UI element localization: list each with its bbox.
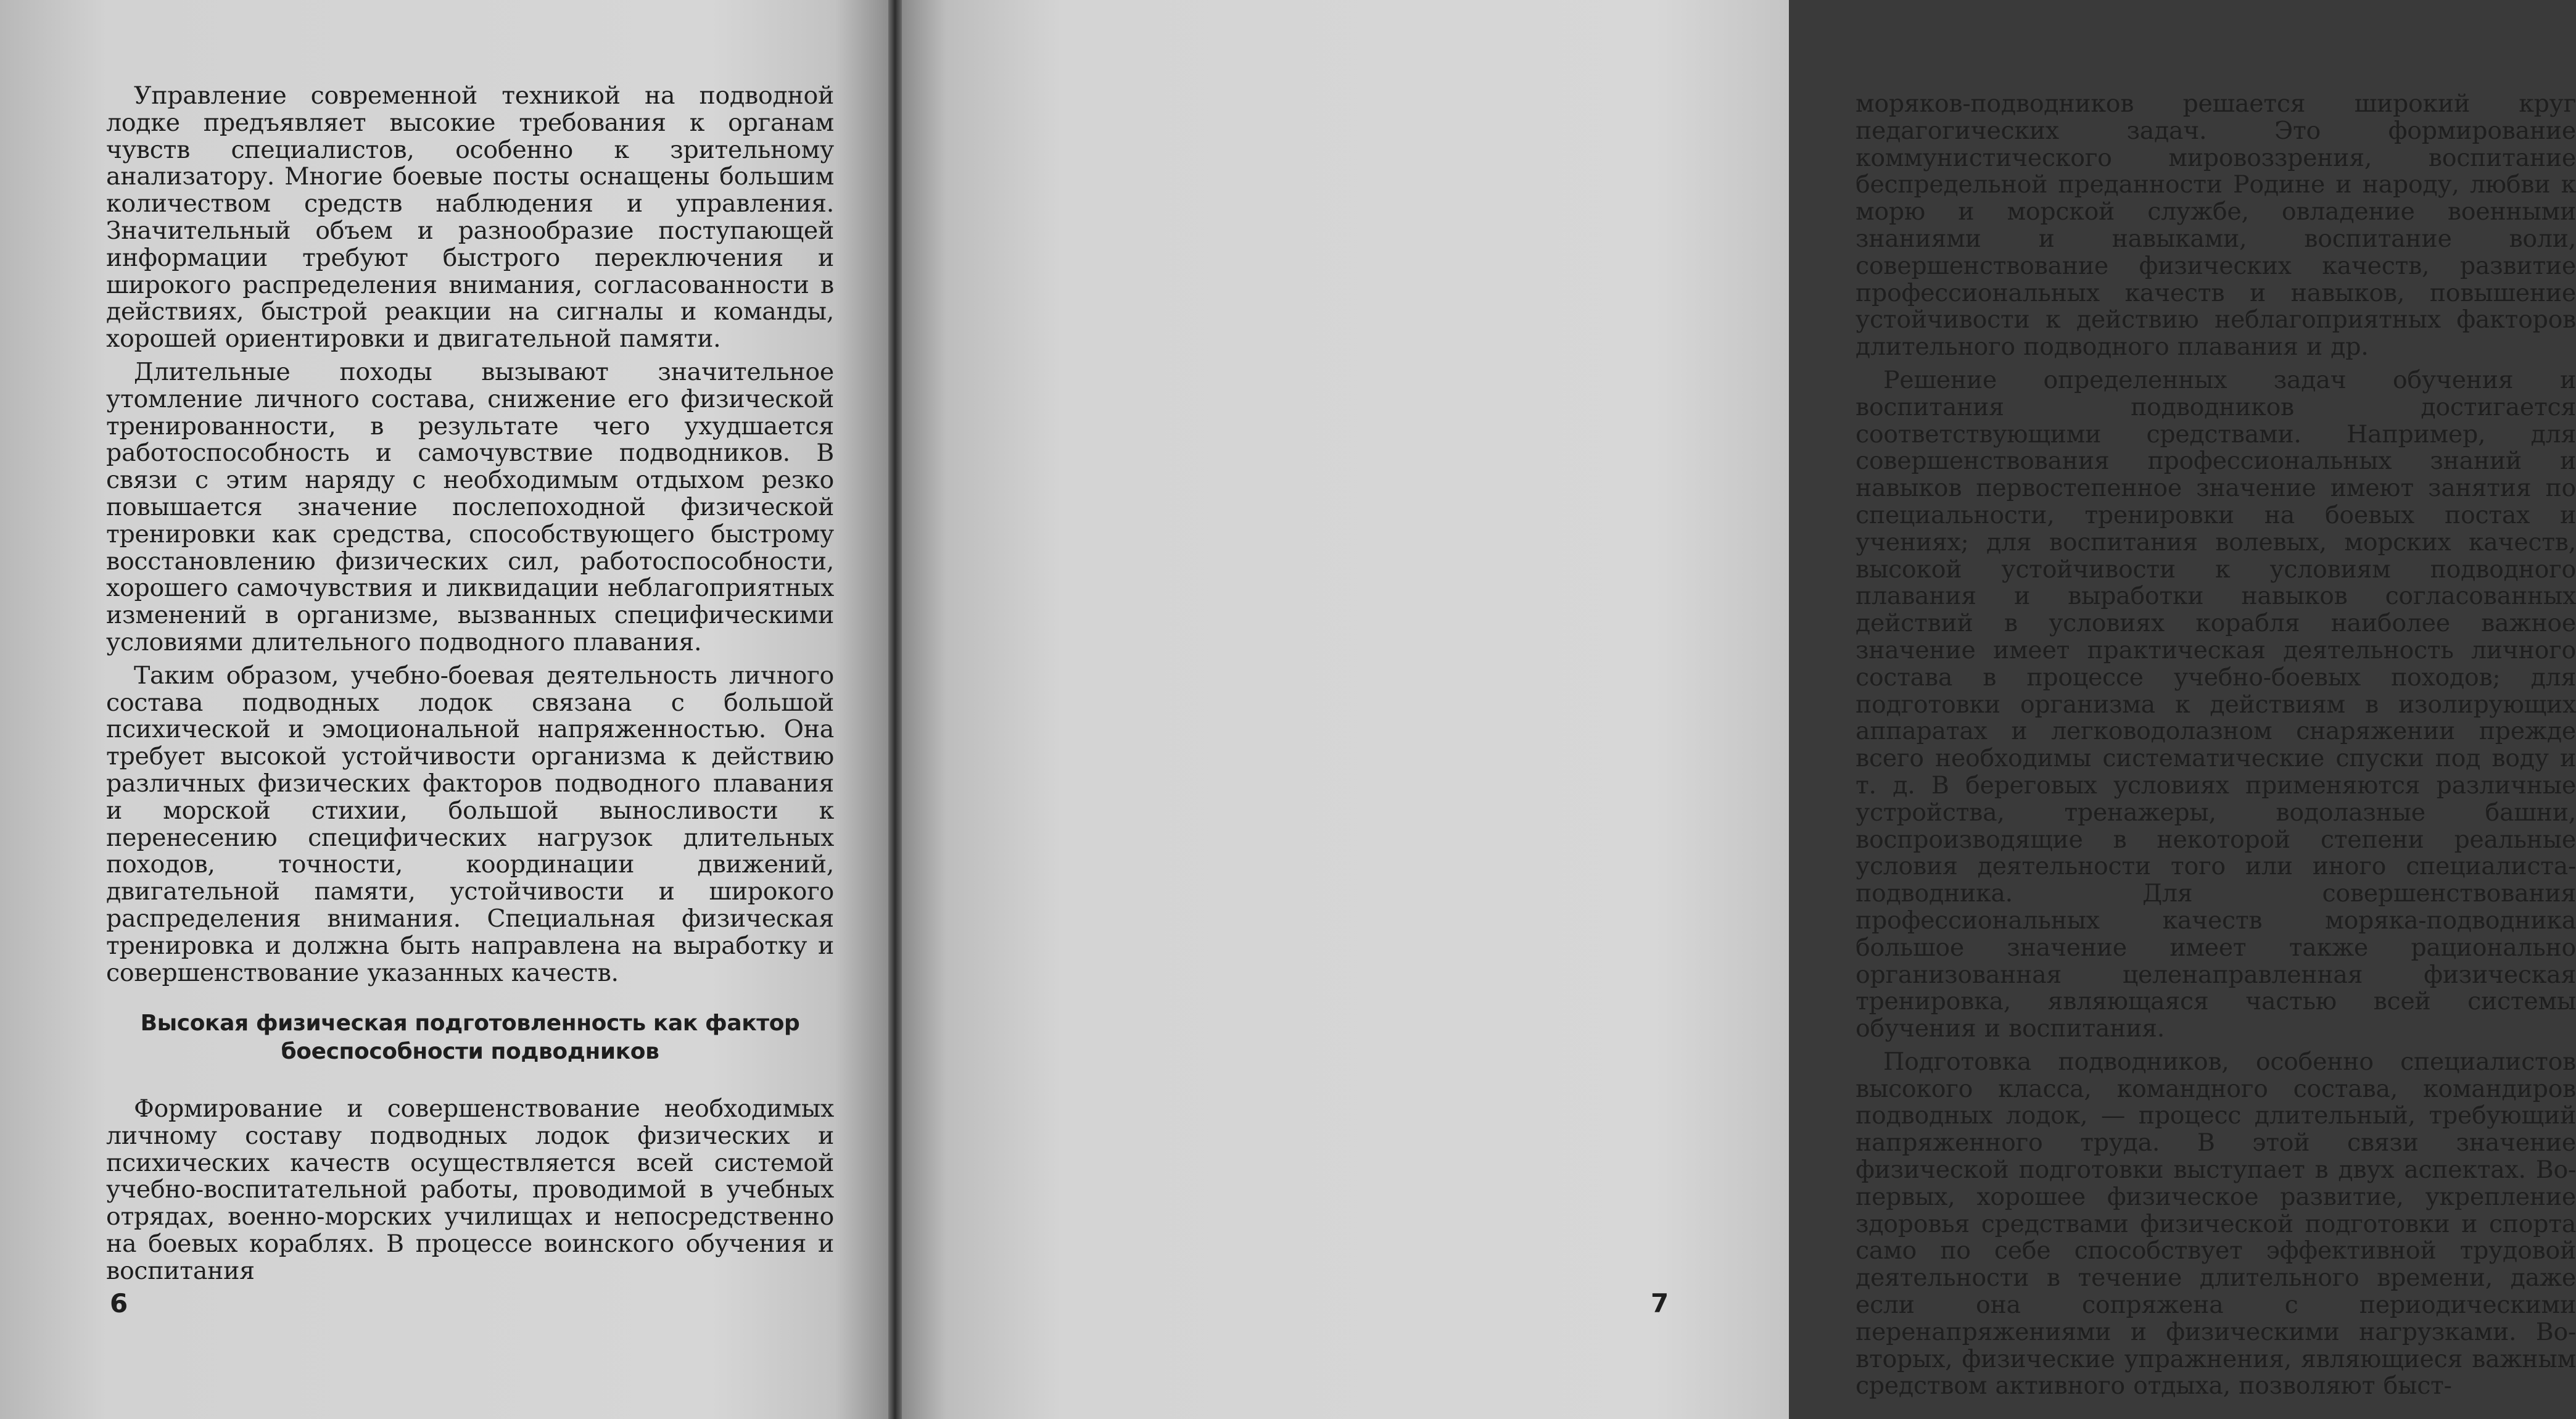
left-page-body (106, 83, 834, 987)
page-number-left: 6 (110, 1288, 128, 1318)
right-page-body (1856, 91, 2576, 1400)
page-number-right: 7 (1651, 1288, 1669, 1318)
paragraph: Решение определенных задач обучения и воспитания подводников достигается соответствующими средствами. Например, для совершенствования профессиональных знаний и навыков первостепенное значение имеют занятия по специальности, тренировки на боевых постах и учениях; для воспитания волевых, морских качеств, высокой устойчивости к условиям подводного плавания и выработки навыков согласованных действий в условиях корабля наиболее важное значение имеет практическая деятельность личного состава в процессе учебно-боевых походов; для подготовки организма к действиям в изолирующих аппаратах и легководолазном снаряжении прежде всего необходимы систематические спуски под воду и т. д. В береговых условиях применяются различные устройства, тренажеры, водолазные башни, воспроизводящие в некоторой степени реальные условия деятельности того или иного специалиста-подводника. Для совершенствования профессиональных качеств моряка-подводника большое значение имеет также рационально организованная целенаправленная физическая тренировка, являющаяся частью всей системы обучения и воспитания. (1856, 365, 2576, 1043)
paragraph: моряков-подводников решается широкий круг педагогических задач. Это формирование коммунистического мировоззрения, воспитание беспредельной преданности Родине и народу, любви к морю и морской службе, овладение военными знаниями и навыками, воспитание воли, совершенствование физических качеств, развитие профессиональных качеств и навыков, повышение устойчивости к действию неблагоприятных факторов длительного подводного плавания и др. (1856, 89, 2576, 362)
right-page (902, 0, 2576, 1419)
section-body (106, 1096, 834, 1285)
section-heading-line: боеспособности подводников (281, 1039, 659, 1064)
section-heading (106, 1009, 834, 1066)
left-page (0, 0, 888, 1419)
paragraph: Подготовка подводников, особенно специалистов высокого класса, командного состава, командиров подводных лодок, — процесс длительный, требующий напряженного труда. В этой связи значение физической подготовки выступает в двух аспектах. Во-первых, хорошее физическое развитие, укрепление здоровья средствами физической подготовки и спорта само по себе способствует эффективной трудовой деятельности в течение длительного времени, даже если она сопряжена с периодическими перенапряжениями и физическими нагрузками. Во-вторых, физические упражнения, являющиеся важным средством активного отдыха, позволяют быст- (1856, 1047, 2576, 1400)
paragraph: Таким образом, учебно-боевая деятельность личного состава подводных лодок связана с большой психической и эмоциональной напряженностью. Она требует высокой устойчивости организма к действию различных физических факторов подводного плавания и морской стихии, большой выносливости к перенесению специфических нагрузок длительных походов, точности, координации движений, двигательной памяти, устойчивости и широкого распределения внимания. Специальная физическая тренировка и должна быть направлена на выработку и совершенствование указанных качеств. (106, 661, 834, 987)
paragraph: Длительные походы вызывают значительное утомление личного состава, снижение его физической тренированности, в результате чего ухудшается работоспособность и самочувствие подводников. В связи с этим наряду с необходимым отдыхом резко повышается значение послепоходной физической тренировки как средства, способствующего быстрому восстановлению физических сил, работоспособности, хорошего самочувствия и ликвидации неблагоприятных изменений в организме, вызванных специфическими условиями длительного подводного плавания. (106, 357, 834, 656)
book-gutter (888, 0, 902, 1419)
paragraph: Управление современной техникой на подводной лодке предъявляет высокие требования к органам чувств специалистов, особенно к зрительному анализатору. Многие боевые посты оснащены большим количеством средств наблюдения и управления. Значительный объем и разнообразие поступающей информации требуют быстрого переключения и широкого распределения внимания, согласованности в действиях, быстрой реакции на сигналы и команды, хорошей ориентировки и двигательной памяти. (106, 81, 834, 354)
section-heading-line: Высокая физическая подготовленность как фактор (140, 1011, 800, 1036)
paragraph: Формирование и совершенствование необходимых личному составу подводных лодок физических и психических качеств осуществляется всей системой учебно-воспитательной работы, проводимой в учебных отрядах, военно-морских училищах и непосредственно на боевых кораблях. В процессе воинского обучения и воспитания (106, 1094, 834, 1285)
